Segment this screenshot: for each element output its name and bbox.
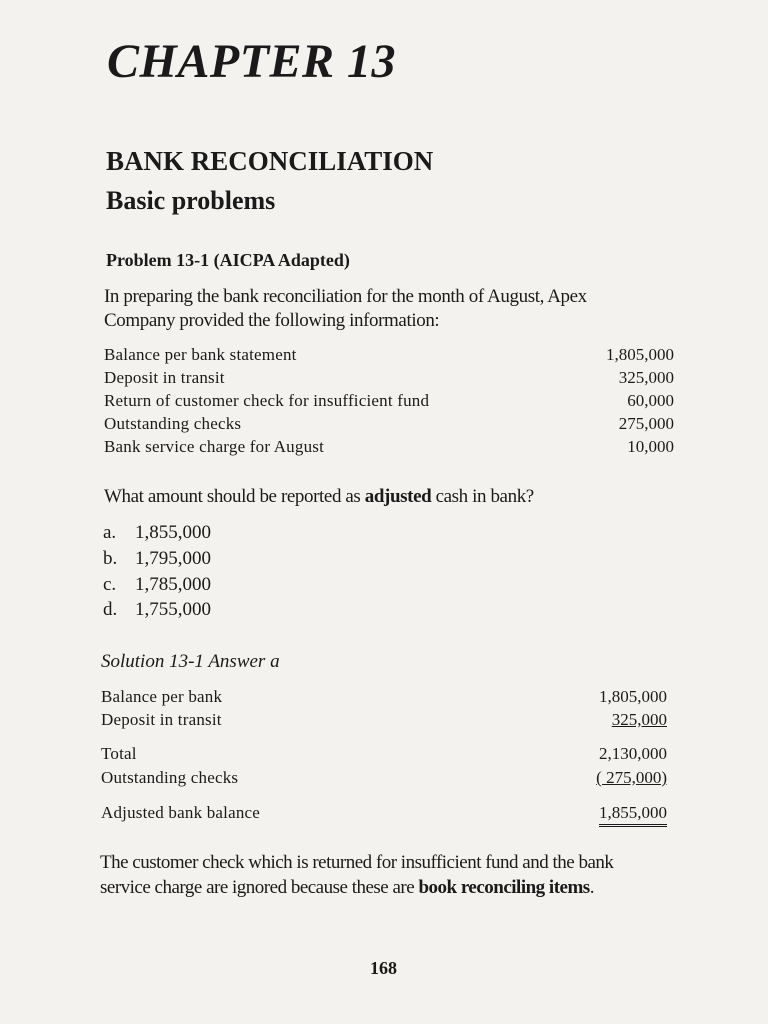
choice-letter: a. xyxy=(103,522,117,543)
answer-choice xyxy=(103,599,211,621)
info-row xyxy=(104,414,674,437)
info-row xyxy=(104,345,674,368)
answer-choice xyxy=(103,522,211,544)
solution-value: 2,130,000 xyxy=(599,744,667,763)
solution-total-value: 1,855,000 xyxy=(599,803,667,827)
solution-label: Adjusted bank balance xyxy=(101,803,261,822)
solution-value: ( 275,000) xyxy=(596,768,667,787)
solution-note-line2: service charge are ignored because these are book reconciling items. xyxy=(100,877,594,898)
info-row xyxy=(104,391,674,414)
choice-letter: c. xyxy=(103,574,117,595)
choice-letter: b. xyxy=(103,548,118,569)
choice-letter: d. xyxy=(103,599,118,620)
answer-choice xyxy=(103,548,211,570)
info-row xyxy=(104,437,674,460)
solution-label: Outstanding checks xyxy=(101,768,239,787)
info-label: Bank service charge for August xyxy=(104,437,325,456)
answer-choice xyxy=(103,574,211,596)
chapter-title: CHAPTER 13 xyxy=(107,35,397,88)
solution-value: 325,000 xyxy=(611,710,667,729)
info-label: Outstanding checks xyxy=(104,414,242,433)
solution-heading: Solution 13-1 Answer a xyxy=(101,651,280,672)
info-label: Balance per bank statement xyxy=(104,345,297,364)
choice-value: 1,755,000 xyxy=(135,599,211,620)
info-label: Return of customer check for insufficient fund xyxy=(104,391,430,410)
subsection-title: Basic problems xyxy=(106,186,276,215)
info-value: 60,000 xyxy=(627,391,674,410)
solution-label: Total xyxy=(101,744,137,763)
question: What amount should be reported as adjusted cash in bank? xyxy=(104,486,534,507)
choice-value: 1,785,000 xyxy=(135,574,211,595)
solution-label: Balance per bank xyxy=(101,687,223,706)
section-title: BANK RECONCILIATION xyxy=(106,146,434,176)
problem-title: Problem 13-1 (AICPA Adapted) xyxy=(106,250,350,270)
info-value: 1,805,000 xyxy=(606,345,674,364)
page-number: 168 xyxy=(370,958,397,978)
solution-row xyxy=(101,710,667,734)
solution-value: 1,805,000 xyxy=(599,687,667,706)
problem-intro-line2: Company provided the following information: xyxy=(104,310,440,331)
info-label: Deposit in transit xyxy=(104,368,225,387)
solution-row xyxy=(101,744,667,768)
solution-row xyxy=(101,803,667,827)
choice-value: 1,855,000 xyxy=(135,522,211,543)
problem-intro-line1: In preparing the bank reconciliation for the month of August, Apex xyxy=(104,286,587,307)
solution-row xyxy=(101,687,667,711)
solution-label: Deposit in transit xyxy=(101,710,222,729)
info-value: 325,000 xyxy=(618,368,674,387)
info-value: 275,000 xyxy=(618,414,674,433)
solution-row xyxy=(101,768,667,792)
choice-value: 1,795,000 xyxy=(135,548,211,569)
info-row xyxy=(104,368,674,391)
info-value: 10,000 xyxy=(627,437,674,456)
solution-note-line1: The customer check which is returned for insufficient fund and the bank xyxy=(100,852,614,873)
